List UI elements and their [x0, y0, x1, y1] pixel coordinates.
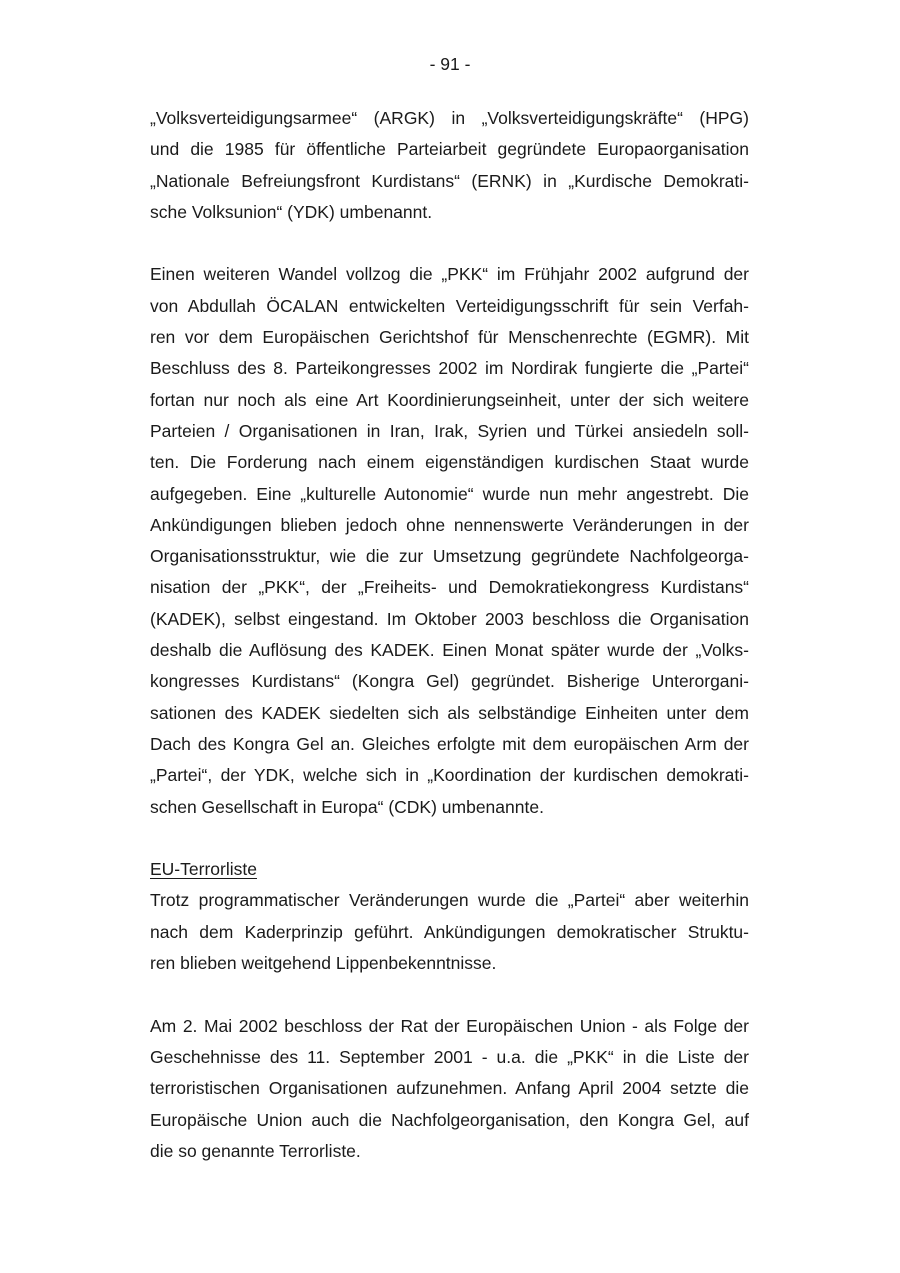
text-line: terroristischen Organisationen aufzunehmen. Anfang April 2004 setzte die	[150, 1078, 749, 1099]
text-line: Geschehnisse des 11. September 2001 - u.a. die „PKK“ in die Liste der	[150, 1046, 749, 1067]
text-line: ren blieben weitgehend Lippenbekenntnisse.	[150, 953, 497, 974]
text-line: deshalb die Auflösung des KADEK. Einen Monat später wurde der „Volks-	[150, 640, 749, 661]
paragraph-spacer	[150, 228, 749, 259]
text-line: von Abdullah ÖCALAN entwickelten Verteidigungsschrift für sein Verfah-	[150, 295, 749, 316]
text-line: Trotz programmatischer Veränderungen wurde die „Partei“ aber weiterhin	[150, 890, 749, 911]
text-line: Beschluss des 8. Parteikongresses 2002 im Nordirak fungierte die „Partei“	[150, 358, 749, 379]
text-line: sche Volksunion“ (YDK) umbenannt.	[150, 201, 433, 222]
text-line: nach dem Kaderprinzip geführt. Ankündigungen demokratischer Struktu-	[150, 921, 749, 942]
paragraph-spacer	[150, 979, 749, 1010]
page-number: - 91 -	[429, 54, 471, 74]
text-line: Organisationsstruktur, wie die zur Umsetzung gegründete Nachfolgeorga-	[150, 546, 749, 567]
text-line: ten. Die Forderung nach einem eigenständigen kurdischen Staat wurde	[150, 452, 749, 473]
text-line: ren vor dem Europäischen Gerichtshof für Menschenrechte (EGMR). Mit	[150, 327, 749, 348]
text-line: Ankündigungen blieben jedoch ohne nennenswerte Veränderungen in der	[150, 514, 749, 535]
paragraph-spacer	[150, 823, 749, 854]
text-line: und die 1985 für öffentliche Parteiarbeit gegründete Europaorganisation	[150, 139, 749, 160]
paragraph	[150, 1011, 749, 1167]
paragraph	[150, 259, 749, 822]
text-line: (KADEK), selbst eingestand. Im Oktober 2003 beschloss die Organisation	[150, 608, 749, 629]
text-line: Parteien / Organisationen in Iran, Irak, Syrien und Türkei ansiedeln soll-	[150, 420, 749, 441]
text-line: „Partei“, der YDK, welche sich in „Koordination der kurdischen demokrati-	[150, 765, 749, 786]
section-heading: EU-Terrorliste	[150, 859, 257, 880]
paragraph	[150, 103, 749, 228]
text-line: Dach des Kongra Gel an. Gleiches erfolgte mit dem europäischen Arm der	[150, 733, 749, 754]
text-line: fortan nur noch als eine Art Koordinierungseinheit, unter der sich weitere	[150, 389, 749, 410]
text-line: „Nationale Befreiungsfront Kurdistans“ (ERNK) in „Kurdische Demokrati-	[150, 170, 749, 191]
text-line: aufgegeben. Eine „kulturelle Autonomie“ wurde nun mehr angestrebt. Die	[150, 483, 749, 504]
text-line: sationen des KADEK siedelten sich als selbständige Einheiten unter dem	[150, 702, 749, 723]
text-line: die so genannte Terrorliste.	[150, 1140, 361, 1161]
text-line: schen Gesellschaft in Europa“ (CDK) umbenannte.	[150, 796, 544, 817]
text-line: nisation der „PKK“, der „Freiheits- und Demokratiekongress Kurdistans“	[150, 577, 749, 598]
text-line: Am 2. Mai 2002 beschloss der Rat der Europäischen Union - als Folge der	[150, 1015, 749, 1036]
document-body	[150, 103, 749, 1167]
text-line: Einen weiteren Wandel vollzog die „PKK“ im Frühjahr 2002 aufgrund der	[150, 264, 749, 285]
text-line: „Volksverteidigungsarmee“ (ARGK) in „Volksverteidigungskräfte“ (HPG)	[150, 108, 749, 128]
paragraph	[150, 885, 749, 979]
text-line: Europäische Union auch die Nachfolgeorganisation, den Kongra Gel, auf	[150, 1109, 749, 1130]
text-line: kongresses Kurdistans“ (Kongra Gel) gegründet. Bisherige Unterorgani-	[150, 671, 749, 692]
